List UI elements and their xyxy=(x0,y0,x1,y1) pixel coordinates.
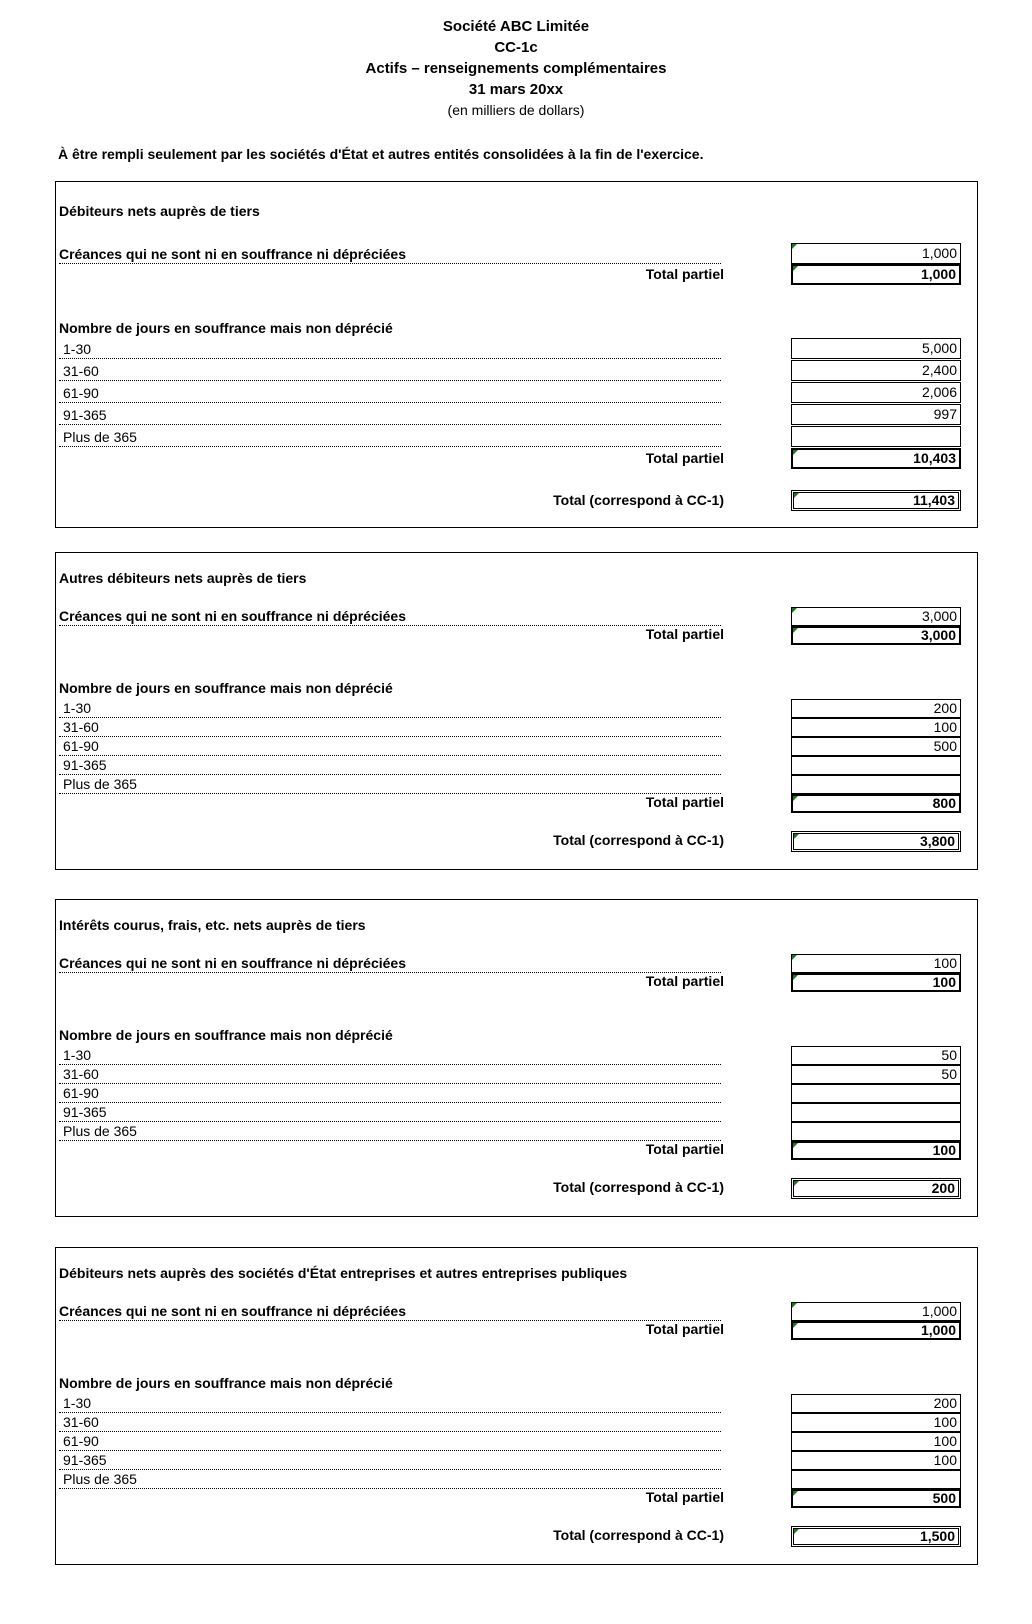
bucket-label-91-365: 91-365 xyxy=(59,756,721,775)
bucket-label-over-365: Plus de 365 xyxy=(59,775,721,794)
bucket-label-91-365: 91-365 xyxy=(59,406,721,425)
bucket-label-61-90: 61-90 xyxy=(59,384,721,403)
subtotal-label: Total partiel xyxy=(645,1141,724,1157)
bucket-label-over-365: Plus de 365 xyxy=(59,1470,721,1489)
bucket-label-61-90: 61-90 xyxy=(59,1084,721,1103)
current-receivables-input[interactable]: 1,000 xyxy=(791,243,961,264)
current-receivables-input[interactable]: 100 xyxy=(791,954,961,973)
overdue-input-31-60[interactable]: 2,400 xyxy=(791,360,961,381)
overdue-heading: Nombre de jours en souffrance mais non déprécié xyxy=(59,680,393,696)
total-label: Total (correspond à CC-1) xyxy=(553,1179,724,1195)
section-other-receivables xyxy=(55,552,978,870)
section-title: Débiteurs nets auprès des sociétés d'État entreprises et autres entreprises publiques xyxy=(59,1265,628,1281)
bucket-label-1-30: 1-30 xyxy=(59,699,721,718)
overdue-input-91-365[interactable]: 100 xyxy=(791,1451,961,1470)
bucket-label-1-30: 1-30 xyxy=(59,340,721,359)
report-date: 31 mars 20xx xyxy=(468,81,564,98)
current-receivables-label: Créances qui ne sont ni en souffrance ni dépréciées xyxy=(59,954,721,973)
overdue-input-31-60[interactable]: 100 xyxy=(791,1413,961,1432)
current-subtotal: 1,000 xyxy=(791,264,961,285)
overdue-input-61-90[interactable]: 2,006 xyxy=(791,382,961,403)
overdue-input-61-90[interactable]: 500 xyxy=(791,737,961,756)
bucket-label-61-90: 61-90 xyxy=(59,1432,721,1451)
overdue-input-61-90[interactable] xyxy=(791,1084,961,1103)
overdue-input-91-365[interactable] xyxy=(791,756,961,775)
current-receivables-label: Créances qui ne sont ni en souffrance ni dépréciées xyxy=(59,245,721,264)
section-accrued-interest xyxy=(55,899,978,1217)
overdue-subtotal: 800 xyxy=(791,794,961,813)
current-receivables-input[interactable]: 3,000 xyxy=(791,607,961,626)
bucket-label-91-365: 91-365 xyxy=(59,1451,721,1470)
subtotal-label: Total partiel xyxy=(645,794,724,810)
section-total: 11,403 xyxy=(791,490,961,511)
overdue-input-over-365[interactable] xyxy=(791,1470,961,1489)
report-units: (en milliers de dollars) xyxy=(447,102,585,118)
bucket-label-over-365: Plus de 365 xyxy=(59,1122,721,1141)
subtotal-label: Total partiel xyxy=(645,626,724,642)
bucket-label-31-60: 31-60 xyxy=(59,718,721,737)
section-total: 200 xyxy=(791,1178,961,1199)
overdue-input-31-60[interactable]: 50 xyxy=(791,1065,961,1084)
subtotal-label: Total partiel xyxy=(645,266,724,282)
company-name: Société ABC Limitée xyxy=(442,18,590,35)
overdue-heading: Nombre de jours en souffrance mais non déprécié xyxy=(59,1375,393,1391)
total-label: Total (correspond à CC-1) xyxy=(553,492,724,508)
current-subtotal: 1,000 xyxy=(791,1321,961,1340)
current-receivables-label: Créances qui ne sont ni en souffrance ni dépréciées xyxy=(59,607,721,626)
bucket-label-31-60: 31-60 xyxy=(59,1413,721,1432)
subtotal-label: Total partiel xyxy=(645,973,724,989)
current-subtotal: 100 xyxy=(791,973,961,992)
total-label: Total (correspond à CC-1) xyxy=(553,832,724,848)
overdue-subtotal: 100 xyxy=(791,1141,961,1160)
section-crown-corp-receivables xyxy=(55,1247,978,1565)
bucket-label-over-365: Plus de 365 xyxy=(59,428,721,447)
section-total: 3,800 xyxy=(791,831,961,852)
bucket-label-31-60: 31-60 xyxy=(59,362,721,381)
bucket-label-1-30: 1-30 xyxy=(59,1046,721,1065)
overdue-subtotal: 10,403 xyxy=(791,448,961,469)
overdue-input-1-30[interactable]: 200 xyxy=(791,699,961,718)
current-subtotal: 3,000 xyxy=(791,626,961,645)
overdue-input-31-60[interactable]: 100 xyxy=(791,718,961,737)
current-receivables-label: Créances qui ne sont ni en souffrance ni dépréciées xyxy=(59,1302,721,1321)
overdue-input-91-365[interactable] xyxy=(791,1103,961,1122)
report-title: Actifs – renseignements complémentaires xyxy=(365,60,667,77)
section-trade-receivables xyxy=(55,181,978,528)
section-title: Débiteurs nets auprès de tiers xyxy=(59,203,260,219)
section-title: Intérêts courus, frais, etc. nets auprès de tiers xyxy=(59,917,366,933)
bucket-label-1-30: 1-30 xyxy=(59,1394,721,1413)
overdue-input-1-30[interactable]: 200 xyxy=(791,1394,961,1413)
overdue-input-61-90[interactable]: 100 xyxy=(791,1432,961,1451)
subtotal-label: Total partiel xyxy=(645,1489,724,1505)
subtotal-label: Total partiel xyxy=(645,1321,724,1337)
section-total: 1,500 xyxy=(791,1526,961,1547)
bucket-label-31-60: 31-60 xyxy=(59,1065,721,1084)
bucket-label-61-90: 61-90 xyxy=(59,737,721,756)
overdue-input-1-30[interactable]: 50 xyxy=(791,1046,961,1065)
current-receivables-input[interactable]: 1,000 xyxy=(791,1302,961,1321)
total-label: Total (correspond à CC-1) xyxy=(553,1527,724,1543)
overdue-heading: Nombre de jours en souffrance mais non déprécié xyxy=(59,1027,393,1043)
overdue-subtotal: 500 xyxy=(791,1489,961,1508)
overdue-heading: Nombre de jours en souffrance mais non déprécié xyxy=(59,320,393,336)
overdue-input-91-365[interactable]: 997 xyxy=(791,404,961,425)
report-header xyxy=(0,16,1032,121)
overdue-input-1-30[interactable]: 5,000 xyxy=(791,338,961,359)
overdue-input-over-365[interactable] xyxy=(791,1122,961,1141)
subtotal-label: Total partiel xyxy=(645,450,724,466)
instruction-note: À être rempli seulement par les sociétés d'État et autres entités consolidées à la fin de l'exercice. xyxy=(58,146,704,162)
schedule-code: CC-1c xyxy=(494,39,538,56)
section-title: Autres débiteurs nets auprès de tiers xyxy=(59,570,307,586)
overdue-input-over-365[interactable] xyxy=(791,775,961,794)
bucket-label-91-365: 91-365 xyxy=(59,1103,721,1122)
overdue-input-over-365[interactable] xyxy=(791,426,961,447)
